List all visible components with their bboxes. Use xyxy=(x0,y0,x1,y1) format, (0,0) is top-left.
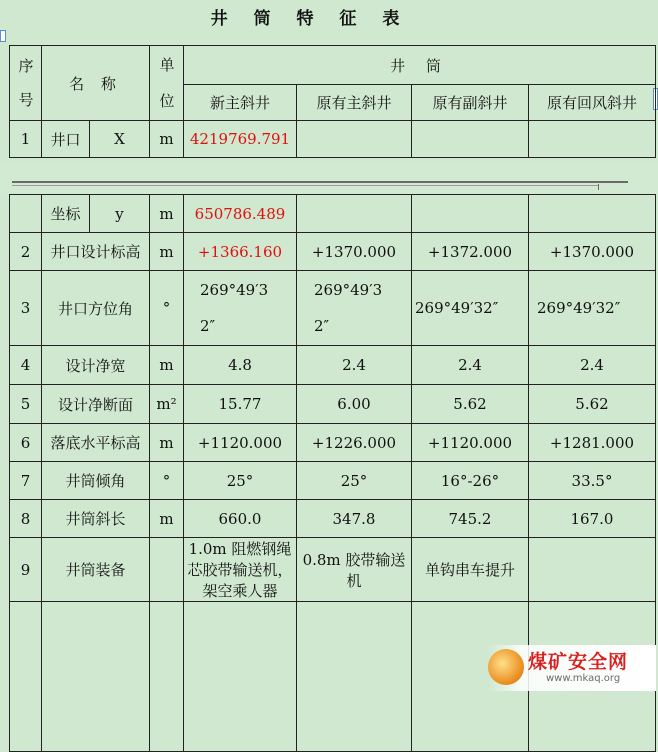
cell-new-main xyxy=(184,602,297,752)
cell-old-main: 0.8m 胶带输送机 xyxy=(297,538,412,602)
cell-old-main: 2.4 xyxy=(297,346,412,385)
cell-old-aux: 5.62 xyxy=(412,385,529,424)
cell-old-aux xyxy=(412,195,529,233)
table-row xyxy=(10,424,656,462)
row-unit: ° xyxy=(150,462,184,500)
row-unit: m xyxy=(150,500,184,538)
cell-new-main: 269°49′32″ xyxy=(184,271,297,346)
cell-new-main: +1120.000 xyxy=(184,424,297,462)
cell-old-main: +1370.000 xyxy=(297,233,412,271)
cell-old-return: 2.4 xyxy=(529,346,656,385)
cell-new-main: 15.77 xyxy=(184,385,297,424)
cell-old-aux xyxy=(412,121,529,158)
row-seq: 2 xyxy=(10,233,42,271)
row-seq xyxy=(10,602,42,752)
table-row xyxy=(10,385,656,424)
row-unit: m xyxy=(150,121,184,158)
cell-old-aux: +1120.000 xyxy=(412,424,529,462)
cell-old-return: 269°49′32″ xyxy=(529,271,656,346)
row-unit xyxy=(150,602,184,752)
row-unit xyxy=(150,538,184,602)
row-name: 落底水平标高 xyxy=(42,424,150,462)
table-row xyxy=(10,538,656,602)
header-seq: 序号 xyxy=(10,46,42,121)
header-col-old-main: 原有主斜井 xyxy=(297,85,412,121)
cell-old-main: 6.00 xyxy=(297,385,412,424)
logo-emblem-icon xyxy=(488,649,524,685)
row-unit: m xyxy=(150,424,184,462)
row-seq: 3 xyxy=(10,271,42,346)
cell-old-main: 25° xyxy=(297,462,412,500)
row-name: 井筒倾角 xyxy=(42,462,150,500)
row-axis: y xyxy=(90,195,150,233)
table-row xyxy=(10,195,656,233)
row-name: 设计净断面 xyxy=(42,385,150,424)
logo-text: 煤矿安全网 xyxy=(528,651,629,673)
row-unit: m xyxy=(150,195,184,233)
table-row xyxy=(10,346,656,385)
cell-old-main xyxy=(297,121,412,158)
page-break xyxy=(0,161,658,193)
cell-new-main: 4219769.791 xyxy=(184,121,297,158)
cell-old-main xyxy=(297,195,412,233)
cell-new-main: 4.8 xyxy=(184,346,297,385)
margin-marker xyxy=(0,30,6,42)
cell-old-aux: +1372.000 xyxy=(412,233,529,271)
cell-old-return: 33.5° xyxy=(529,462,656,500)
cell-old-aux: 单钩串车提升 xyxy=(412,538,529,602)
header-shaft-group: 井 筒 xyxy=(184,46,656,85)
table-row xyxy=(10,233,656,271)
cell-old-return: 167.0 xyxy=(529,500,656,538)
cell-old-main: 347.8 xyxy=(297,500,412,538)
row-seq: 8 xyxy=(10,500,42,538)
cell-new-main: 650786.489 xyxy=(184,195,297,233)
row-name: 设计净宽 xyxy=(42,346,150,385)
table-row xyxy=(10,271,656,346)
cell-new-main: 660.0 xyxy=(184,500,297,538)
cell-old-main xyxy=(297,602,412,752)
cell-old-return: +1370.000 xyxy=(529,233,656,271)
row-axis: X xyxy=(90,121,150,158)
table-row xyxy=(10,500,656,538)
row-seq: 7 xyxy=(10,462,42,500)
row-seq: 1 xyxy=(10,121,42,158)
cell-old-return xyxy=(529,538,656,602)
table-row xyxy=(10,121,656,158)
cell-new-main: +1366.160 xyxy=(184,233,297,271)
header-unit: 单位 xyxy=(150,46,184,121)
page-title: 井 筒 特 征 表 xyxy=(210,9,410,29)
cell-old-return: +1281.000 xyxy=(529,424,656,462)
row-seq: 5 xyxy=(10,385,42,424)
header-col-old-return: 原有回风斜井 xyxy=(529,85,656,121)
cell-old-return xyxy=(529,121,656,158)
cell-new-main: 25° xyxy=(184,462,297,500)
cell-old-aux: 2.4 xyxy=(412,346,529,385)
header-name: 名 称 xyxy=(42,46,150,121)
cell-old-main: 269°49′32″ xyxy=(297,271,412,346)
row-seq: 9 xyxy=(10,538,42,602)
row-unit: ° xyxy=(150,271,184,346)
site-logo xyxy=(488,645,656,691)
row-name: 井筒斜长 xyxy=(42,500,150,538)
shaft-table-part1 xyxy=(9,45,656,158)
cell-old-aux: 269°49′32″ xyxy=(412,271,529,346)
logo-url: www.mkaq.org xyxy=(546,673,621,684)
header-col-new-main: 新主斜井 xyxy=(184,85,297,121)
cell-old-return: 5.62 xyxy=(529,385,656,424)
row-name: 井口设计标高 xyxy=(42,233,150,271)
cell-old-aux: 16°-26° xyxy=(412,462,529,500)
header-col-old-aux: 原有副斜井 xyxy=(412,85,529,121)
cell-old-main: +1226.000 xyxy=(297,424,412,462)
row-unit: m xyxy=(150,233,184,271)
row-name: 坐标 xyxy=(42,195,90,233)
row-name: 井口 xyxy=(42,121,90,158)
cell-old-aux: 745.2 xyxy=(412,500,529,538)
row-seq xyxy=(10,195,42,233)
row-unit: m xyxy=(150,346,184,385)
row-seq: 4 xyxy=(10,346,42,385)
row-name: 井筒装备 xyxy=(42,538,150,602)
row-unit: m² xyxy=(150,385,184,424)
row-name xyxy=(42,602,150,752)
cell-old-return xyxy=(529,195,656,233)
row-name: 井口方位角 xyxy=(42,271,150,346)
row-seq: 6 xyxy=(10,424,42,462)
table-row xyxy=(10,462,656,500)
cell-new-main: 1.0m 阻燃钢绳芯胶带输送机，架空乘人器 xyxy=(184,538,297,602)
